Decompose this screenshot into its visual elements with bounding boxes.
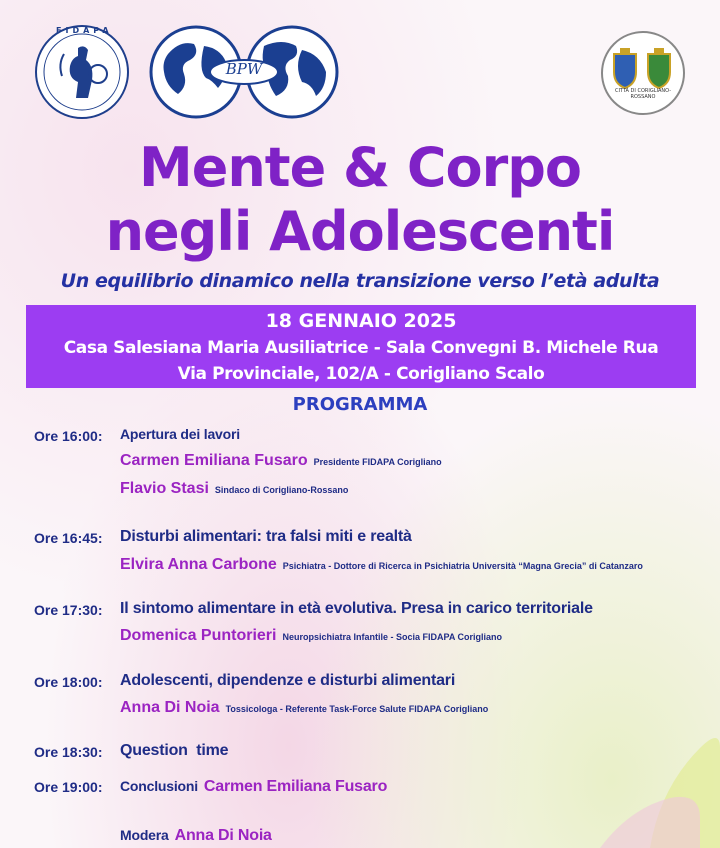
session-title: Adolescenti, dipendenze e disturbi alimentari: [120, 672, 456, 689]
title-line-1: Mente & Corpo: [138, 136, 582, 199]
fidapa-logo: [34, 24, 130, 120]
session-time: Ore 16:45:: [34, 530, 103, 546]
speaker-name: Carmen Emiliana Fusaro: [203, 778, 388, 795]
session-time: Ore 16:00:: [34, 428, 103, 444]
session-title: Question time: [120, 742, 229, 759]
comune-logo: [600, 30, 686, 116]
session-time: Ore 17:30:: [34, 602, 103, 618]
fidapa-logo-text: FIDAPA: [56, 26, 113, 35]
title-line-2: negli Adolescenti: [105, 200, 615, 263]
speaker-role: Neuropsichiatra Infantile - Socia FIDAPA Corigliano: [282, 632, 503, 642]
speaker-role: Sindaco di Corigliano-Rossano: [214, 485, 349, 495]
decorative-shape: [580, 688, 720, 848]
speaker-name: Carmen Emiliana Fusaro: [120, 452, 308, 469]
speaker-name: Domenica Puntorieri: [120, 627, 277, 644]
moderator-name: Anna Di Noia: [174, 827, 272, 844]
session-time: Ore 19:00:: [34, 779, 103, 795]
session-title: Apertura dei lavori: [120, 426, 240, 442]
session-title: Disturbi alimentari: tra falsi miti e realtà: [120, 528, 412, 545]
speaker-name: Anna Di Noia: [120, 699, 220, 716]
bpw-logo-text: BPW: [225, 60, 263, 78]
moderator-label: Modera: [120, 827, 169, 843]
event-address: Via Provinciale, 102/A - Corigliano Scalo: [177, 364, 545, 384]
speaker-role: Psichiatra - Dottore di Ricerca in Psichiatria Università “Magna Grecia” di Catanzaro: [282, 561, 643, 571]
session-time: Ore 18:30:: [34, 744, 103, 760]
event-info-banner: [26, 305, 696, 388]
speaker-role: Tossicologa - Referente Task-Force Salute FIDAPA Corigliano: [225, 704, 489, 714]
event-venue: Casa Salesiana Maria Ausiliatrice - Sala Convegni B. Michele Rua: [63, 338, 659, 358]
session-time: Ore 18:00:: [34, 674, 103, 690]
programma-heading: PROGRAMMA: [292, 394, 428, 415]
event-date: 18 GENNAIO 2025: [265, 310, 457, 332]
subtitle: Un equilibrio dinamico nella transizione verso l’età adulta: [60, 270, 660, 292]
comune-logo-text: CITTÀ DI CORIGLIANO-ROSSANO: [614, 88, 672, 100]
session-title: Il sintomo alimentare in età evolutiva. Presa in carico territoriale: [120, 600, 593, 617]
speaker-role: Presidente FIDAPA Corigliano: [313, 457, 442, 467]
session-title: Conclusioni: [120, 778, 198, 794]
speaker-name: Flavio Stasi: [120, 480, 209, 497]
speaker-name: Elvira Anna Carbone: [120, 556, 277, 573]
